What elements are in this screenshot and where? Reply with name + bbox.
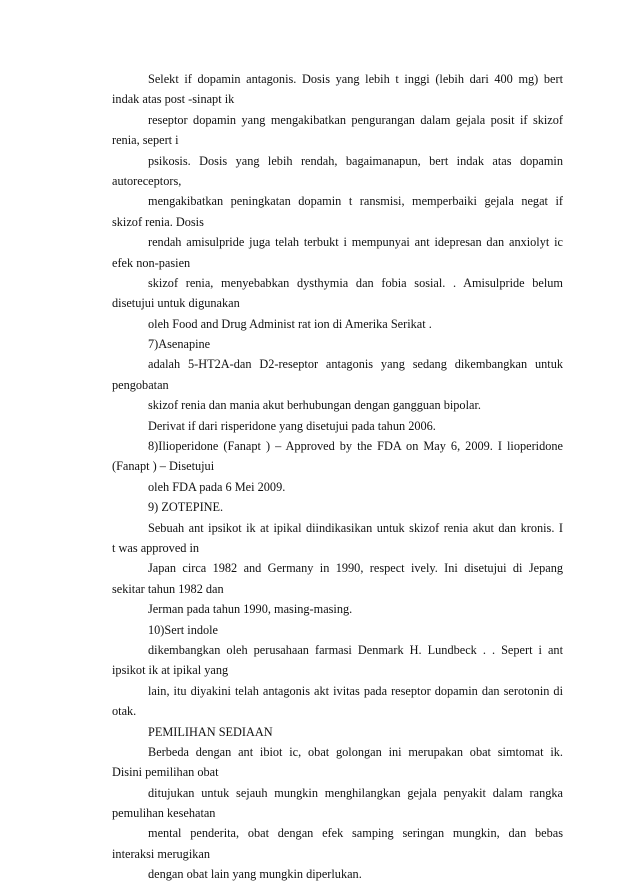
- text-line: mental penderita, obat dengan efek samping seringan mungkin, dan bebas: [148, 826, 563, 841]
- text-line: skizof renia. Dosis: [112, 214, 204, 229]
- text-line: disetujui untuk digunakan: [112, 296, 240, 311]
- text-line: lain, itu diyakini telah antagonis akt ivitas pada reseptor dopamin dan serotonin di: [148, 683, 563, 698]
- text-line: otak.: [112, 704, 137, 719]
- text-line: dengan obat lain yang mungkin diperlukan.: [148, 867, 362, 882]
- text-line: oleh FDA pada 6 Mei 2009.: [148, 479, 286, 494]
- text-line: Derivat if dari risperidone yang disetujui pada tahun 2006.: [148, 418, 436, 433]
- text-line: psikosis. Dosis yang lebih rendah, bagaimanapun, bert indak atas dopamin: [148, 153, 563, 168]
- text-line: Japan circa 1982 and Germany in 1990, respect ively. Ini disetujui di Jepang: [148, 561, 563, 576]
- text-line: 9) ZOTEPINE.: [148, 500, 224, 515]
- text-line: ditujukan untuk sejauh mungkin menghilangkan gejala penyakit dalam rangka: [148, 785, 563, 800]
- text-line: sekitar tahun 1982 dan: [112, 581, 224, 596]
- text-line: reseptor dopamin yang mengakibatkan pengurangan dalam gejala posit if skizof: [148, 112, 563, 127]
- text-line: skizof renia, menyebabkan dysthymia dan fobia sosial. . Amisulpride belum: [148, 275, 563, 290]
- text-line: Disini pemilihan obat: [112, 765, 219, 780]
- text-line: pemulihan kesehatan: [112, 806, 216, 821]
- text-line: skizof renia dan mania akut berhubungan dengan gangguan bipolar.: [148, 398, 481, 413]
- text-line: mengakibatkan peningkatan dopamin t ransmisi, memperbaiki gejala negat if: [148, 194, 563, 209]
- text-line: Sebuah ant ipsikot ik at ipikal diindikasikan untuk skizof renia akut dan kronis. I: [148, 520, 563, 535]
- text-line: 8)Ilioperidone (Fanapt ) – Approved by the FDA on May 6, 2009. I lioperidone: [148, 439, 563, 454]
- text-line: adalah 5-HT2A-dan D2-reseptor antagonis yang sedang dikembangkan untuk: [148, 357, 563, 372]
- text-line: renia, sepert i: [112, 133, 179, 148]
- text-line: pengobatan: [112, 377, 169, 392]
- text-line: dikembangkan oleh perusahaan farmasi Denmark H. Lundbeck . . Sepert i ant: [148, 642, 563, 657]
- text-line: PEMILIHAN SEDIAAN: [148, 724, 273, 739]
- text-line: Jerman pada tahun 1990, masing-masing.: [148, 602, 353, 617]
- text-line: oleh Food and Drug Administ rat ion di Amerika Serikat .: [148, 316, 432, 331]
- text-line: (Fanapt ) – Disetujui: [112, 459, 215, 474]
- text-line: Berbeda dengan ant ibiot ic, obat golongan ini merupakan obat simtomat ik.: [148, 744, 563, 759]
- text-line: Selekt if dopamin antagonis. Dosis yang lebih t inggi (lebih dari 400 mg) bert: [148, 72, 563, 86]
- text-line: autoreceptors,: [112, 173, 182, 188]
- text-line: 7)Asenapine: [148, 337, 211, 352]
- text-line: efek non-pasien: [112, 255, 191, 270]
- text-line: indak atas post -sinapt ik: [112, 92, 235, 107]
- text-line: 10)Sert indole: [148, 622, 219, 637]
- body-text: [112, 69, 563, 885]
- text-line: t was approved in: [112, 540, 200, 555]
- text-line: interaksi merugikan: [112, 846, 211, 861]
- text-line: ipsikot ik at ipikal yang: [112, 663, 229, 678]
- text-line: rendah amisulpride juga telah terbukt i mempunyai ant idepresan dan anxiolyt ic: [148, 235, 563, 250]
